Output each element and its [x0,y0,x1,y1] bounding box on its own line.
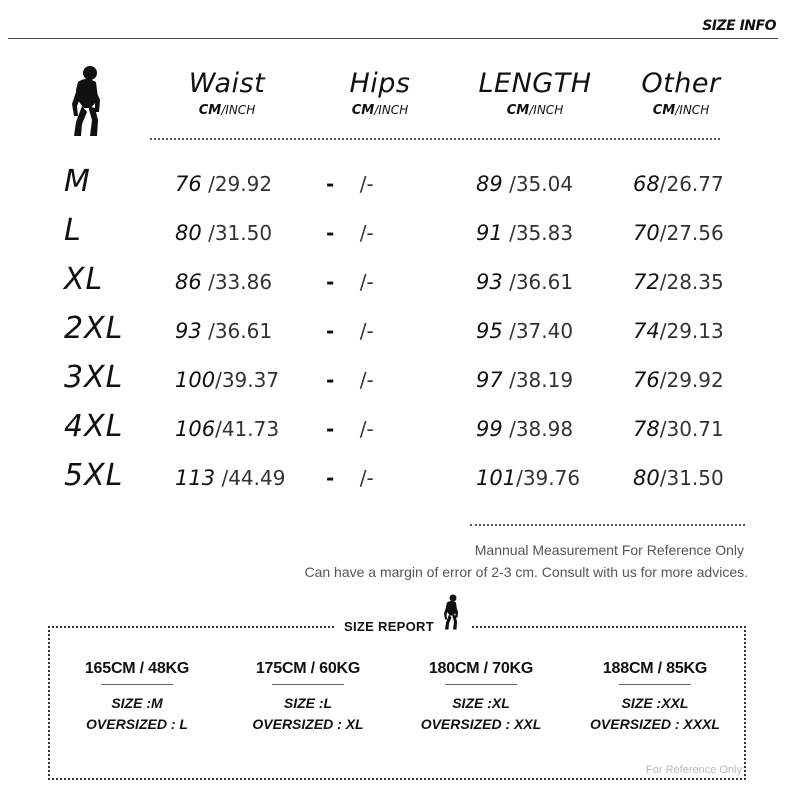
waist-cm: 76 [175,172,202,196]
size-row [0,213,800,253]
hips-inch: /- [359,172,374,196]
entry-underline [101,684,173,685]
length-inch: /37.40 [509,319,574,343]
length-cell [476,319,573,343]
hips-inch: /- [359,221,374,245]
height-weight: 175CM / 60KG [255,660,361,677]
length-cell [476,466,580,490]
waist-cm: 113 [175,466,216,490]
waist-cell [175,466,285,490]
length-cell [476,368,573,392]
length-cell [476,172,573,196]
length-cm: 93 [476,270,503,294]
other-inch: /30.71 [659,417,724,441]
size-row [0,262,800,302]
hips-inch: /- [359,417,374,441]
other-cm: 68 [633,172,660,196]
waist-cell [175,417,279,441]
length-inch: /38.19 [509,368,574,392]
other-cm: 70 [633,221,660,245]
other-cm: 72 [633,270,660,294]
reference-footnote: For Reference Only [646,764,742,776]
other-inch: /28.35 [659,270,724,294]
column-waist [147,68,307,118]
other-cell [633,466,724,490]
other-cm: 80 [633,466,660,490]
size-row [0,458,800,498]
unit-cm: CM [198,103,222,118]
length-cm: 101 [476,466,517,490]
hips-inch: /- [359,270,374,294]
other-cell [633,319,724,343]
length-cm: 89 [476,172,503,196]
size-row [0,360,800,400]
size-row [0,164,800,204]
size-label: M [64,164,91,199]
other-cm: 74 [633,319,660,343]
waist-cm: 100 [175,368,216,392]
size-label: XL [64,262,104,297]
recommended-size: SIZE :M [111,695,163,711]
unit-cm: CM [652,103,676,118]
other-cell [633,221,724,245]
oversized-size: OVERSIZED : XXL [420,716,542,732]
waist-inch: /41.73 [215,417,280,441]
other-inch: /26.77 [659,172,724,196]
column-unit [300,103,460,118]
hips-cell [326,417,374,441]
size-label: 4XL [64,409,124,444]
column-unit [147,103,307,118]
other-inch: /29.92 [659,368,724,392]
hips-cell [326,368,374,392]
column-length [455,68,615,118]
column-title: Hips [349,68,411,99]
walking-ape-icon [64,64,108,138]
entry-underline [619,684,691,685]
hips-cell [326,319,374,343]
waist-cell [175,319,272,343]
waist-inch: /39.37 [215,368,280,392]
length-cm: 95 [476,319,503,343]
other-cm: 78 [633,417,660,441]
unit-inch: /INCH [374,103,409,117]
length-cell [476,270,573,294]
recommended-size: SIZE :XXL [621,695,689,711]
column-other [601,68,761,118]
waist-cell [175,172,272,196]
hips-cm: - [326,270,335,294]
hips-cm: - [326,368,335,392]
other-cell [633,368,724,392]
size-report-title: SIZE REPORT [344,619,434,634]
other-cell [633,270,724,294]
waist-inch: /36.61 [208,319,273,343]
hips-inch: /- [359,368,374,392]
waist-inch: /31.50 [208,221,273,245]
column-hips [300,68,460,118]
hips-cm: - [326,319,335,343]
length-cell [476,417,573,441]
header-dotted-divider [150,138,720,140]
unit-inch: /INCH [529,103,564,117]
other-inch: /31.50 [659,466,724,490]
waist-cell [175,221,272,245]
size-row [0,311,800,351]
size-label: 3XL [64,360,124,395]
length-cell [476,221,573,245]
notes-dotted-divider [470,524,745,526]
other-inch: /29.13 [659,319,724,343]
other-cell [633,417,724,441]
waist-cell [175,270,272,294]
length-cm: 97 [476,368,503,392]
waist-inch: /29.92 [208,172,273,196]
other-inch: /27.56 [659,221,724,245]
column-unit [455,103,615,118]
waist-cm: 86 [175,270,202,294]
hips-cm: - [326,417,335,441]
hips-inch: /- [359,319,374,343]
length-inch: /39.76 [516,466,581,490]
entry-underline [272,684,344,685]
page-title: SIZE INFO [702,18,776,34]
hips-cm: - [326,172,335,196]
entry-underline [445,684,517,685]
waist-cm: 106 [175,417,216,441]
waist-cm: 93 [175,319,202,343]
oversized-size: OVERSIZED : L [86,716,188,732]
hips-inch: /- [359,466,374,490]
size-row [0,409,800,449]
length-cm: 99 [476,417,503,441]
size-label: 2XL [64,311,124,346]
waist-inch: /44.49 [221,466,286,490]
hips-cm: - [326,221,335,245]
length-inch: /35.04 [509,172,574,196]
recommended-size: SIZE :XL [452,695,510,711]
recommended-size: SIZE :L [283,695,333,711]
report-entry [52,660,222,732]
height-weight: 180CM / 70KG [428,660,534,677]
waist-inch: /33.86 [208,270,273,294]
hips-cm: - [326,466,335,490]
column-title: LENGTH [478,68,592,99]
height-weight: 188CM / 85KG [602,660,708,677]
hips-cell [326,270,374,294]
length-cm: 91 [476,221,503,245]
report-entry [223,660,393,732]
unit-cm: CM [351,103,375,118]
header-divider [8,38,778,39]
report-entry [570,660,740,732]
hips-cell [326,466,374,490]
hips-cell [326,221,374,245]
other-cell [633,172,724,196]
report-entry [396,660,566,732]
unit-cm: CM [506,103,530,118]
column-unit [601,103,761,118]
waist-cell [175,368,279,392]
length-inch: /36.61 [509,270,574,294]
measurement-note: Mannual Measurement For Reference Only [474,542,744,558]
walking-ape-small-icon [440,592,462,632]
column-title: Waist [188,68,266,99]
waist-cm: 80 [175,221,202,245]
oversized-size: OVERSIZED : XXXL [590,716,720,732]
length-inch: /35.83 [509,221,574,245]
size-label: L [64,213,82,248]
size-label: 5XL [64,458,124,493]
unit-inch: /INCH [675,103,710,117]
oversized-size: OVERSIZED : XL [252,716,364,732]
length-inch: /38.98 [509,417,574,441]
other-cm: 76 [633,368,660,392]
hips-cell [326,172,374,196]
margin-note: Can have a margin of error of 2-3 cm. Consult with us for more advices. [304,564,748,580]
column-title: Other [641,68,721,99]
unit-inch: /INCH [221,103,256,117]
height-weight: 165CM / 48KG [84,660,190,677]
